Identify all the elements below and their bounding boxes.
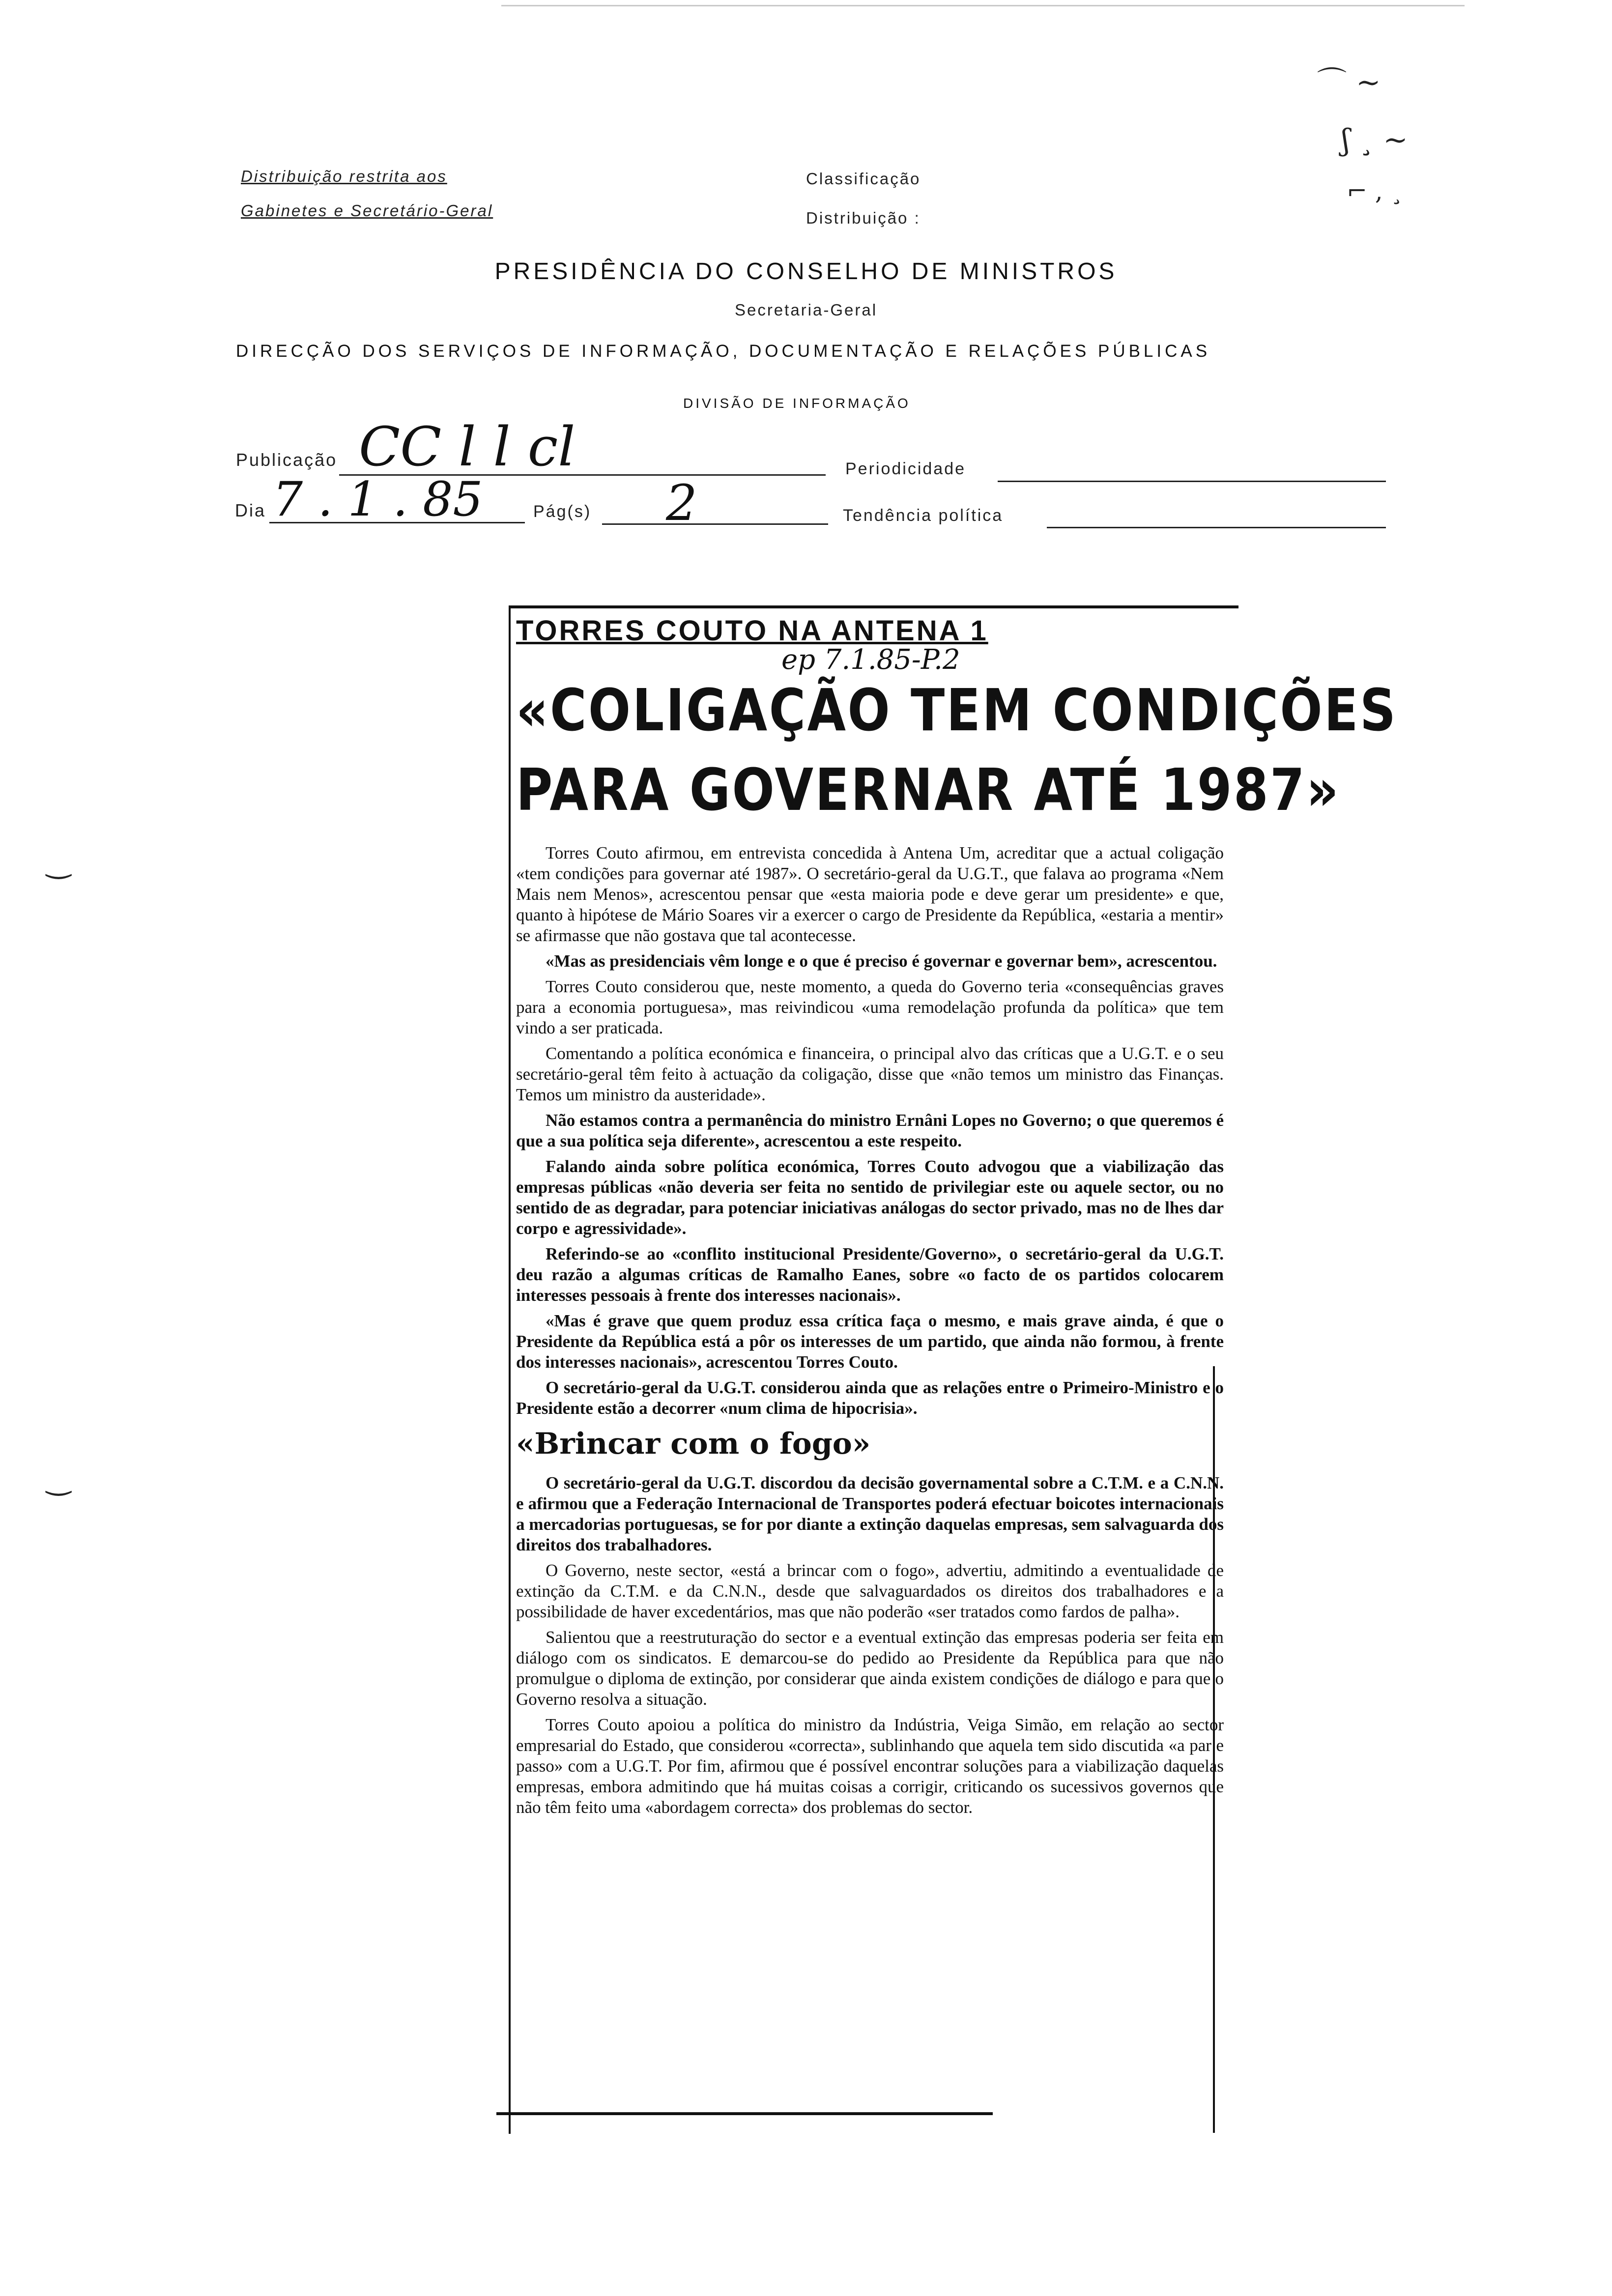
top-scan-line <box>501 5 1465 6</box>
tendency-label: Tendência política <box>843 506 1004 525</box>
distribution-note-1: Distribuição restrita aos <box>241 167 447 185</box>
page-line <box>602 523 828 525</box>
paragraph: O secretário-geral da U.G.T. considerou ainda que as relações entre o Primeiro-Ministro e o Presidente estão a decorrer «num clima de hipocrisia». <box>516 1378 1224 1418</box>
headline-line-2: PARA GOVERNAR ATÉ 1987» <box>516 756 1341 824</box>
paragraph: O secretário-geral da U.G.T. discordou da decisão governamental sobre a C.T.M. e a C.N.N. e afirmou que a Federação Internacional de Transportes poderá efectuar boicotes internacionais a mercadorias portuguesas, se for por diante a extinção daquelas empresas, sem salvaguarda dos direitos dos trabalhadores. <box>516 1473 1224 1554</box>
periodicity-line <box>998 481 1386 482</box>
headline-line-1: «COLIGAÇÃO TEM CONDIÇÕES <box>516 676 1398 744</box>
general-secretariat: Secretaria-Geral <box>734 301 878 319</box>
paragraph: «Mas as presidenciais vêm longe e o que é preciso é governar e governar bem», acrescentou. <box>546 951 1217 971</box>
article-annotation: ep 7.1.85-P.2 <box>781 644 960 676</box>
newspaper-clipping <box>516 614 1398 1823</box>
day-line <box>269 522 525 523</box>
paragraph: Torres Couto afirmou, em entrevista concedida à Antena Um, acreditar que a actual coligação «tem condições para governar até 1987». O secretário-geral da U.G.T., que falava ao programa «Nem Mais nem Menos», acrescentou pensar que «esta maioria pode e deve gerar um presidente» e que, quanto à hipótese de Mário Soares vir a exercer o cargo de Presidente da República, «estaria a mentir» se afirmasse que não gostava que tal acontecesse. <box>516 843 1224 945</box>
pen-scribble: ⌒ ~ <box>1317 65 1381 100</box>
distribution-note-2: Gabinetes e Secretário-Geral <box>241 201 493 220</box>
periodicity-label: Periodicidade <box>845 459 966 478</box>
paragraph: Comentando a política económica e financeira, o principal alvo das críticas que a U.G.T. e o seu secretário-geral têm feito à actuação da coligação, disse que «não temos um ministro das Finanças. Temos um ministro da austeridade». <box>516 1044 1224 1104</box>
division-title: DIVISÃO DE INFORMAÇÃO <box>683 396 911 411</box>
paragraph: Torres Couto considerou que, neste momento, a queda do Governo teria «consequências graves para a economia portuguesa», mas reivindicou «uma remodelação profunda da política» que tem vindo a ser praticada. <box>516 977 1224 1037</box>
margin-mark: ‿ <box>47 845 71 880</box>
paragraph: «Mas é grave que quem produz essa crítica faça o mesmo, e mais grave ainda, é que o Presidente da República está a pôr os interesses de um partido, que ainda não formou, à frente dos interesses nacionais», acrescentou Torres Couto. <box>516 1311 1224 1372</box>
paragraph: Não estamos contra a permanência do ministro Ernâni Lopes no Governo; o que queremos é que a sua política seja diferente», acrescentou a este respeito. <box>516 1111 1224 1150</box>
article-kicker: TORRES COUTO NA ANTENA 1 <box>516 615 988 647</box>
paragraph: Torres Couto apoiou a política do ministro da Indústria, Veiga Simão, em relação ao sector empresarial do Estado, que considerou «correcta», sublinhando que aquela tem sido discutida «a par e passo» com a U.G.T. Por fim, afirmou que é possível encontrar soluções para a viabilização daquelas empresas, embora admitindo que há muitas coisas a corrigir, criticando os sucessivos governos que não têm feito uma «abordagem correcta» dos problemas do sector. <box>516 1715 1224 1817</box>
page-handwritten: 2 <box>666 474 697 532</box>
article-body-2 <box>516 1473 1224 1818</box>
margin-mark-2: ‿ <box>47 1462 71 1496</box>
clipping-bottom-rule <box>496 2112 993 2115</box>
pen-scribble-3: ⌐ , ¸ <box>1347 177 1403 205</box>
directorate-title: DIRECÇÃO DOS SERVIÇOS DE INFORMAÇÃO, DOCUMENTAÇÃO E RELAÇÕES PÚBLICAS <box>236 342 1211 361</box>
paragraph: Falando ainda sobre política económica, Torres Couto advogou que a viabilização das empresas públicas «não deveria ser feita no sentido de privilegiar este ou aquele sector, ou no sentido de as degradar, para potenciar iniciativas análogas do sector privado, mas no de lhes dar corpo e agressividade». <box>516 1157 1224 1238</box>
publication-label: Publicação <box>236 450 338 470</box>
article-body-1 <box>516 843 1224 1419</box>
pen-scribble-2: ʃ ¸ ~ <box>1342 123 1408 157</box>
distribution-label: Distribuição : <box>806 209 921 227</box>
paragraph: O Governo, neste sector, «está a brincar com o fogo», advertiu, admitindo a eventualidade de extinção da C.T.M. e da C.N.N., desde que salvaguardados os direitos dos trabalhadores e a possibilidade de haver excedentários, mas que não poderão «ser tratados como fardos de palha». <box>516 1561 1224 1621</box>
page-label: Pág(s) <box>533 502 592 521</box>
tendency-line <box>1047 527 1386 528</box>
day-handwritten: 7 . 1 . 85 <box>273 472 483 527</box>
clipping-top-rule <box>509 605 1238 608</box>
article-subheading: «Brincar com o fogo» <box>516 1427 871 1461</box>
publication-handwritten: CC l l cl <box>359 415 576 478</box>
paragraph: Referindo-se ao «conflito institucional Presidente/Governo», o secretário-geral da U.G.T. deu razão a algumas críticas de Ramalho Eanes, sobre «o facto de os partidos colocarem interesses pessoais à frente dos interesses nacionais». <box>516 1244 1224 1305</box>
classification-label: Classificação <box>806 170 921 188</box>
clipping-left-rule <box>509 605 511 2134</box>
day-label: Dia <box>235 500 266 520</box>
presidency-title: PRESIDÊNCIA DO CONSELHO DE MINISTROS <box>494 258 1118 285</box>
paragraph: Salientou que a reestruturação do sector e a eventual extinção das empresas poderia ser feita em diálogo com os sindicatos. E demarcou-se do pedido ao Presidente da República para que não promulgue o diploma de extinção, por considerar que ainda existem condições de diálogo e para que o Governo resolva a situação. <box>516 1628 1224 1709</box>
